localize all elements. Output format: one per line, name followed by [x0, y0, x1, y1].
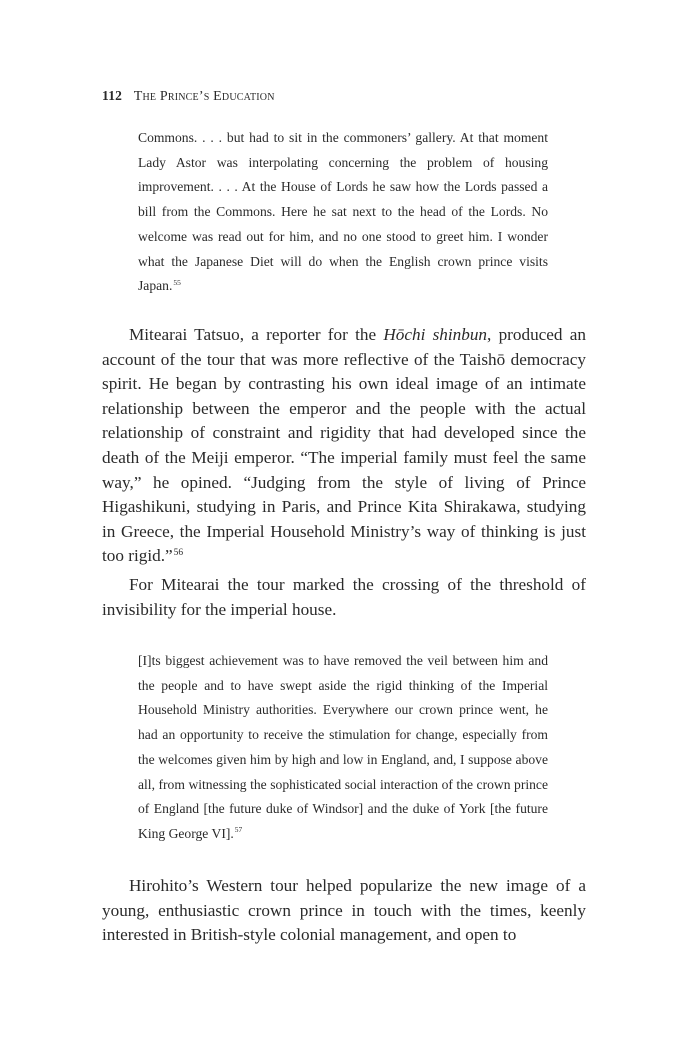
page-number: 112: [102, 88, 123, 103]
footnote-ref: 55: [173, 277, 181, 287]
footnote-ref: 56: [173, 547, 184, 558]
paragraph-text: Hirohito’s Western tour helped popularize the new image of a young, enthusiastic crown prince in touch with the times, keenly interested in British-style colonial management, and open to: [102, 876, 586, 945]
block-quote-house-of-lords: [138, 126, 548, 299]
paragraph-text: For Mitearai the tour marked the crossing of the threshold of invisibility for the imperial house.: [102, 575, 586, 619]
footnote-ref: 57: [234, 825, 243, 835]
running-header: [102, 88, 275, 105]
quote-text: Commons. . . . but had to sit in the commoners’ gallery. At that moment Lady Astor was interpolating concerning the problem of housing improvement. . . . At the House of Lords he saw how the Lords passed a bill from the Commons. Here he sat next to the head of the Lords. No welcome was read out for him, and no one stood to greet him. I wonder what the Japanese Diet will do when the English crown prince visits Japan.: [138, 130, 548, 294]
quote-text: [I]ts biggest achievement was to have removed the veil between him and the people and to have swept aside the rigid thinking of the Imperial Household Ministry authorities. Everywhere our crown prince went, he had an opportunity to receive the stimulation for change, especially from the welcomes given him by high and low in England, and, I suppose above all, from witnessing the sophisticated social interaction of the crown prince of England [the future duke of Windsor] and the duke of York [the future King George VI].: [138, 653, 548, 841]
paragraph-mitearai: [102, 323, 586, 569]
running-title: The Prince’s Education: [133, 89, 275, 104]
paragraph-threshold: [102, 573, 586, 622]
paragraph-text: , produced an account of the tour that was more reflective of the Taishō democracy spirit. He began by contrasting his own ideal image of an intimate relationship between the emperor and the people with the actual relationship of constraint and rigidity that had developed since the death of the Meiji emperor. “The imperial family must feel the same way,” he opined. “Judging from the style of living of Prince Higashikuni, studying in Paris, and Prince Kita Shirakawa, studying in Greece, the Imperial Household Ministry’s way of thinking is just too rigid.”: [102, 325, 586, 566]
paragraph-western-tour: [102, 874, 586, 948]
newspaper-title: Hōchi shinbun: [383, 325, 488, 344]
paragraph-text: Mitearai Tatsuo, a reporter for the: [129, 325, 384, 344]
block-quote-achievement: [138, 649, 548, 847]
